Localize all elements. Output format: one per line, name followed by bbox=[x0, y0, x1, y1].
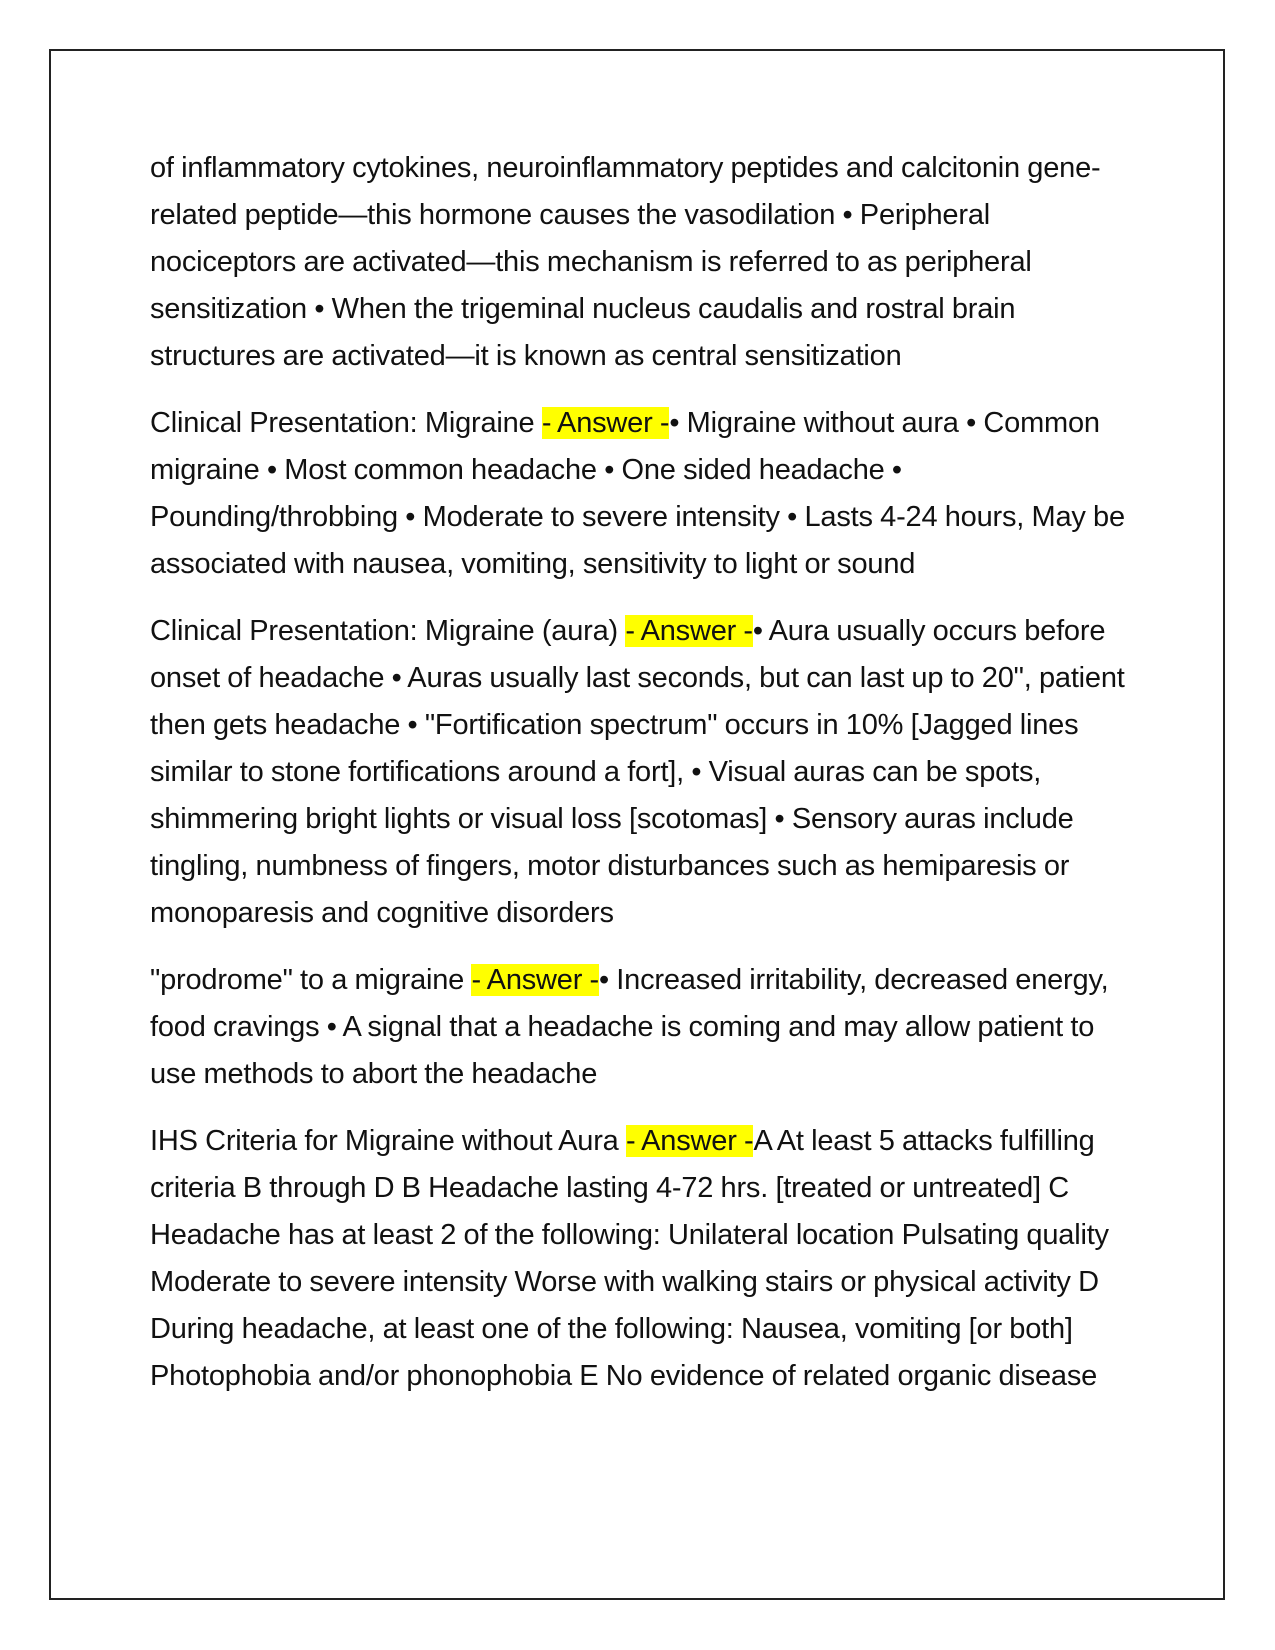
qa-prodrome bbox=[150, 957, 1140, 1098]
question-text: "prodrome" to a migraine bbox=[150, 964, 472, 996]
document-body bbox=[150, 145, 1140, 1420]
continuation-text: of inflammatory cytokines, neuroinflammatory peptides and calcitonin gene-related peptide—this hormone causes the vasodilation • Peripheral nociceptors are activated—this mechanism is referred to as peripheral sensitization • When the trigeminal nucleus caudalis and rostral brain structures are activated—it is known as central sensitization bbox=[150, 152, 1101, 372]
answer-marker-highlight: - Answer - bbox=[541, 407, 670, 439]
question-text: Clinical Presentation: Migraine bbox=[150, 407, 542, 439]
question-text: Clinical Presentation: Migraine (aura) bbox=[150, 615, 626, 647]
answer-text: A At least 5 attacks fulfilling criteria B through D B Headache lasting 4-72 hrs. [treated or untreated] C Headache has at least 2 of the following: Unilateral location Pulsating quality Moderate to severe intensity Worse with walking stairs or physical activity D During headache, at least one of the following: Nausea, vomiting [or both] Photophobia and/or phonophobia E No evidence of related organic disease bbox=[150, 1125, 1109, 1392]
answer-marker-highlight: - Answer - bbox=[471, 964, 599, 996]
qa-ihs-criteria bbox=[150, 1118, 1140, 1400]
question-text: IHS Criteria for Migraine without Aura bbox=[150, 1125, 626, 1157]
qa-migraine-aura bbox=[150, 608, 1140, 937]
answer-text: • Increased irritability, decreased energy, food cravings • A signal that a headache is coming and may allow patient to use methods to abort the headache bbox=[150, 964, 1109, 1090]
answer-marker-highlight: - Answer - bbox=[625, 615, 753, 647]
answer-text: • Aura usually occurs before onset of headache • Auras usually last seconds, but can last up to 20", patient then gets headache • "Fortification spectrum" occurs in 10% [Jagged lines similar to stone fortifications around a fort], • Visual auras can be spots, shimmering bright lights or visual loss [scotomas] • Sensory auras include tingling, numbness of fingers, motor disturbances such as hemiparesis or monoparesis and cognitive disorders bbox=[150, 615, 1125, 929]
qa-migraine-presentation bbox=[150, 400, 1140, 588]
answer-marker-highlight: - Answer - bbox=[625, 1125, 754, 1157]
paragraph-continuation bbox=[150, 145, 1140, 380]
answer-text: • Migraine without aura • Common migraine • Most common headache • One sided headache • Pounding/throbbing • Moderate to severe intensity • Lasts 4-24 hours, May be associated with nausea, vomiting, sensitivity to light or sound bbox=[150, 407, 1125, 580]
